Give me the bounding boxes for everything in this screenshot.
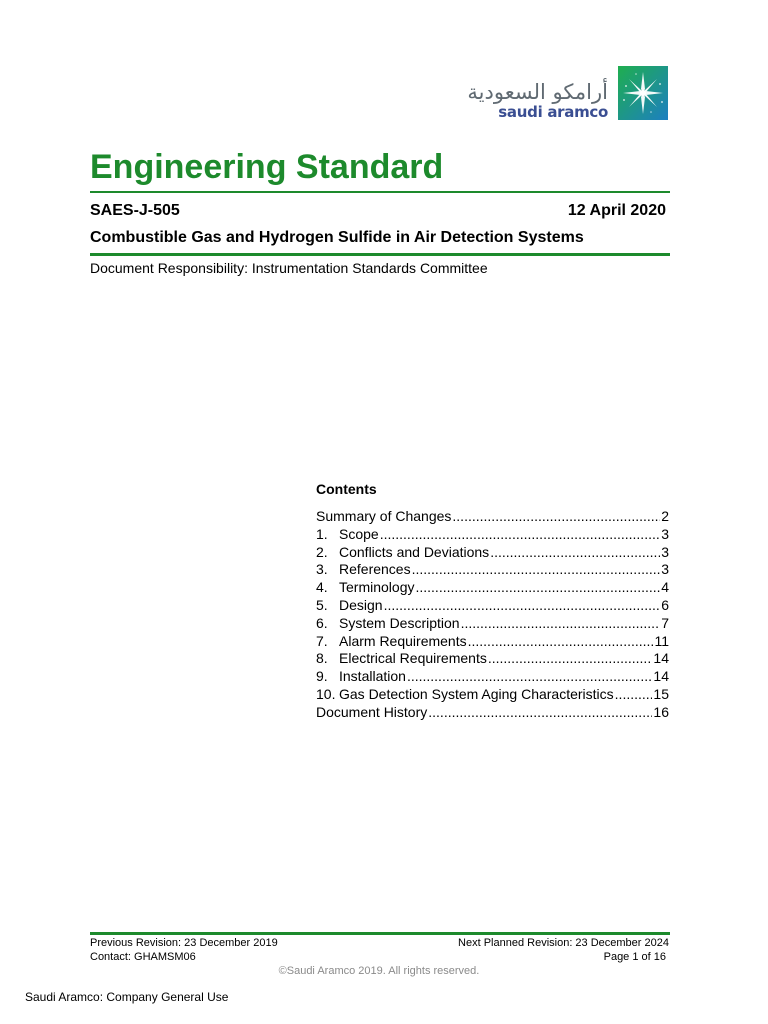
toc-entry[interactable] bbox=[316, 597, 669, 615]
toc-entry-page: 3 bbox=[661, 525, 669, 542]
toc-entry-label: Alarm Requirements bbox=[339, 632, 467, 649]
toc-entry[interactable] bbox=[316, 650, 669, 668]
toc-dot-leader bbox=[488, 650, 653, 668]
header-divider bbox=[90, 253, 670, 256]
toc-entry-page: 15 bbox=[653, 685, 669, 702]
toc-entry[interactable] bbox=[316, 579, 669, 597]
logo-latin-text: saudi aramco bbox=[498, 103, 608, 121]
toc-entry-label: Summary of Changes bbox=[316, 508, 452, 524]
toc-entry-page: 2 bbox=[661, 508, 669, 524]
contact: Contact: GHAMSM06 bbox=[90, 951, 196, 963]
toc-entry[interactable] bbox=[316, 508, 669, 526]
toc-entry-number: 2. bbox=[316, 543, 328, 560]
toc-entry[interactable] bbox=[316, 526, 669, 544]
toc-entry-page: 4 bbox=[661, 579, 669, 596]
document-number: SAES-J-505 bbox=[90, 202, 180, 219]
toc-entry-label: Installation bbox=[339, 668, 406, 685]
toc-dot-leader bbox=[384, 597, 661, 615]
toc-entry-page: 14 bbox=[653, 668, 669, 685]
toc-entry-page: 3 bbox=[661, 543, 669, 560]
toc-dot-leader bbox=[380, 526, 661, 544]
toc-entry-number: 10. bbox=[316, 685, 336, 702]
toc-entry[interactable] bbox=[316, 615, 669, 633]
toc-dot-leader bbox=[452, 508, 660, 526]
toc-entry-page: 16 bbox=[653, 703, 669, 720]
contents-heading: Contents bbox=[316, 481, 377, 497]
toc-entry-number: 8. bbox=[316, 650, 328, 667]
previous-revision: Previous Revision: 23 December 2019 bbox=[90, 937, 278, 949]
toc-entry-label: Electrical Requirements bbox=[339, 650, 487, 667]
toc-entry-label: Document History bbox=[316, 703, 428, 720]
toc-entry-label: References bbox=[339, 561, 411, 578]
classification-label: Saudi Aramco: Company General Use bbox=[25, 990, 229, 1004]
toc-entry-number: 5. bbox=[316, 596, 328, 613]
toc-entry[interactable] bbox=[316, 668, 669, 686]
copyright: ©Saudi Aramco 2019. All rights reserved. bbox=[278, 965, 480, 977]
toc-entry-label: Terminology bbox=[339, 579, 415, 596]
logo-arabic-text: أرامكو السعودية bbox=[467, 80, 608, 104]
toc-entry-number: 4. bbox=[316, 579, 328, 596]
toc-entry-number: 9. bbox=[316, 668, 328, 685]
toc-entry[interactable] bbox=[316, 561, 669, 579]
toc-entry-label: System Description bbox=[339, 614, 460, 631]
toc-entry-number: 7. bbox=[316, 632, 328, 649]
document-responsibility: Document Responsibility: Instrumentation Standards Committee bbox=[90, 260, 488, 276]
toc-entry-label: Design bbox=[339, 596, 383, 613]
next-planned-revision: Next Planned Revision: 23 December 2024 bbox=[458, 937, 669, 949]
table-of-contents bbox=[316, 480, 669, 722]
toc-dot-leader bbox=[615, 686, 653, 704]
toc-dot-leader bbox=[415, 579, 660, 597]
toc-dot-leader bbox=[412, 561, 661, 579]
toc-entry[interactable] bbox=[316, 633, 669, 651]
toc-entry-number: 1. bbox=[316, 525, 328, 542]
toc-entry[interactable] bbox=[316, 544, 669, 562]
toc-dot-leader bbox=[407, 668, 652, 686]
toc-entry-number: 6. bbox=[316, 614, 328, 631]
toc-entry-page: 3 bbox=[661, 561, 669, 578]
toc-entry-page: 6 bbox=[661, 596, 669, 613]
title-divider bbox=[90, 191, 670, 193]
toc-entry[interactable] bbox=[316, 686, 669, 704]
toc-dot-leader bbox=[428, 704, 652, 722]
toc-entry-page: 11 bbox=[654, 632, 669, 649]
toc-entry-label: Conflicts and Deviations bbox=[339, 543, 490, 560]
toc-list bbox=[316, 508, 669, 722]
toc-dot-leader bbox=[468, 633, 654, 651]
toc-entry-label: Gas Detection System Aging Characteristics bbox=[339, 685, 614, 702]
footer-divider bbox=[90, 932, 670, 935]
saudi-aramco-logo bbox=[467, 66, 668, 121]
toc-dot-leader bbox=[461, 615, 661, 633]
toc-entry-number: 3. bbox=[316, 561, 328, 578]
document-date: 12 April 2020 bbox=[567, 202, 666, 219]
toc-entry-page: 14 bbox=[653, 650, 669, 667]
page-number: Page 1 of 16 bbox=[603, 951, 666, 963]
document-subtitle: Combustible Gas and Hydrogen Sulfide in Air Detection Systems bbox=[90, 229, 584, 246]
aramco-star-icon bbox=[618, 66, 668, 120]
toc-entry-page: 7 bbox=[661, 614, 669, 631]
document-type-title: Engineering Standard bbox=[90, 148, 444, 186]
toc-entry-label: Scope bbox=[339, 525, 379, 542]
toc-dot-leader bbox=[490, 544, 660, 562]
toc-entry[interactable] bbox=[316, 704, 669, 722]
